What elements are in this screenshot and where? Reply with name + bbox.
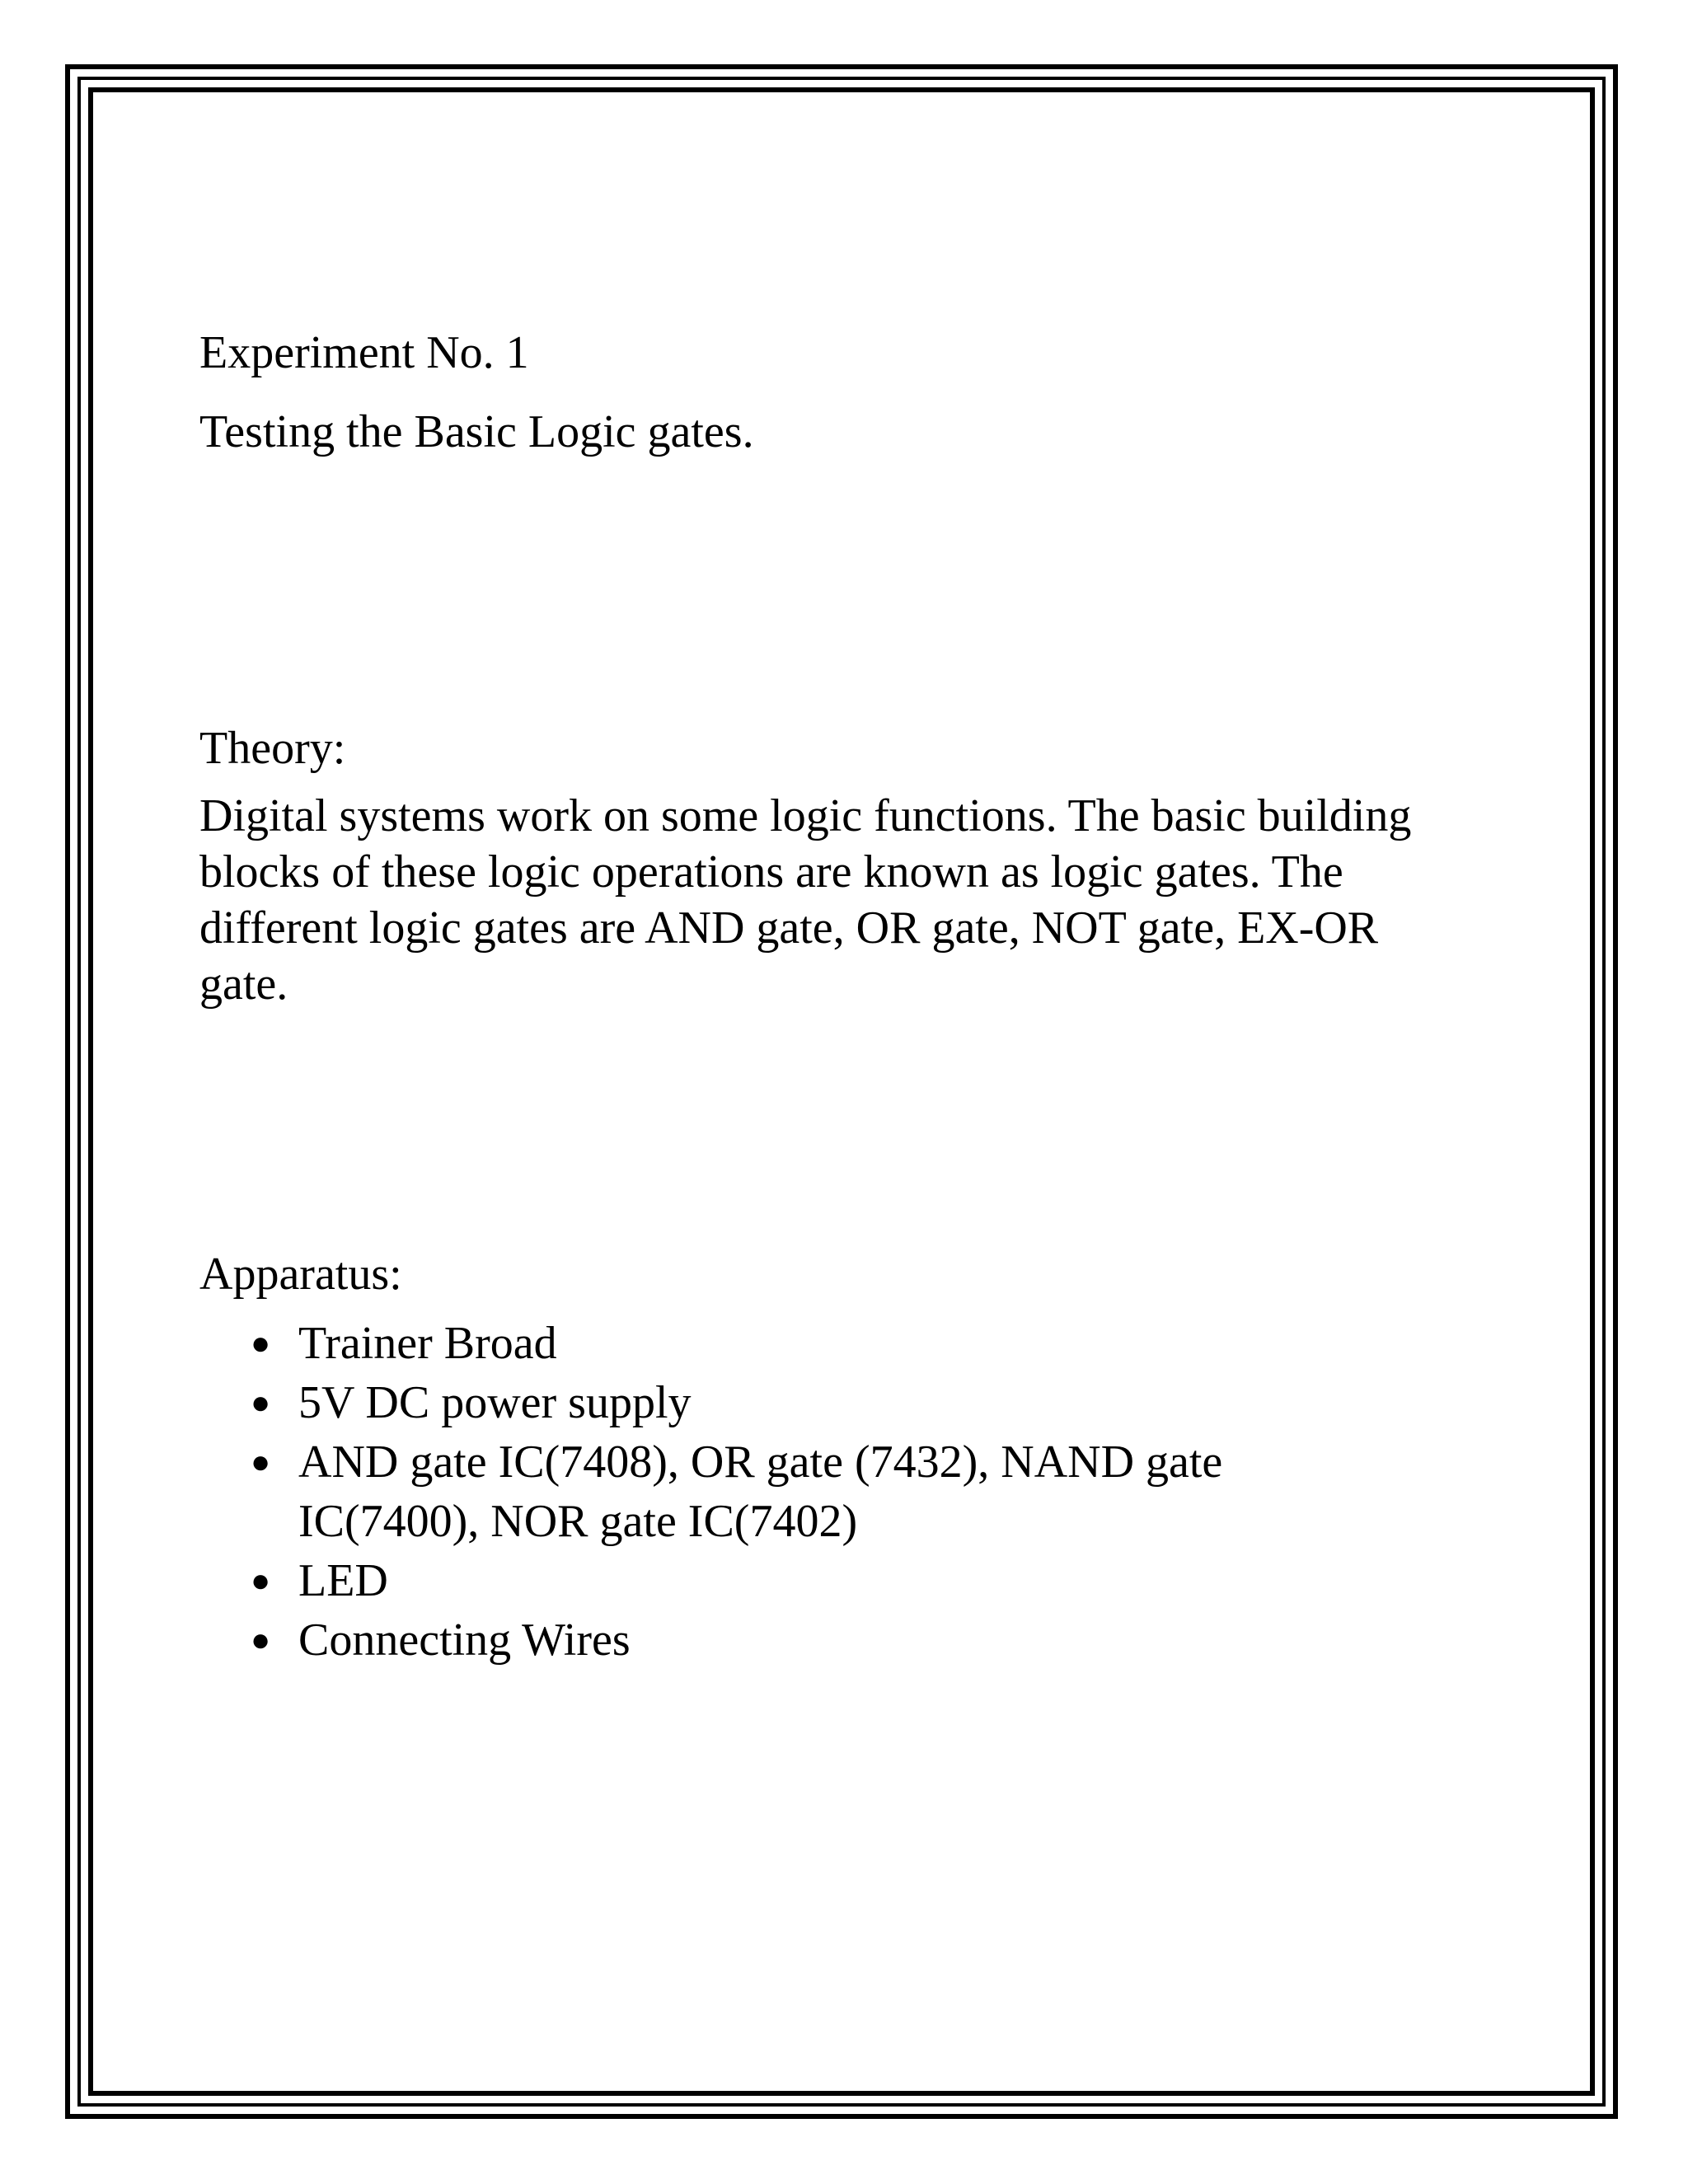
list-item: [251, 1610, 1452, 1670]
list-item-text: AND gate IC(7408), OR gate (7432), NAND gate IC(7400), NOR gate IC(7402): [298, 1436, 1223, 1547]
list-item: [251, 1432, 1452, 1551]
bullet-icon: ●: [251, 1384, 271, 1421]
list-item: [251, 1551, 1452, 1610]
theory-heading: Theory:: [199, 723, 346, 774]
list-item: [251, 1373, 1452, 1432]
list-item-text: LED: [298, 1555, 388, 1606]
bullet-icon: ●: [251, 1621, 271, 1658]
list-item: [251, 1314, 1452, 1373]
apparatus-heading: Apparatus:: [199, 1249, 402, 1300]
bullet-icon: ●: [251, 1324, 271, 1361]
bullet-icon: ●: [251, 1443, 271, 1480]
apparatus-list: [199, 1314, 1452, 1670]
theory-paragraph: Digital systems work on some logic functions. The basic building blocks of these logic operations are known as logic gates. The different logic gates are AND gate, OR gate, NOT gate, EX-OR gate.: [199, 790, 1412, 1010]
spacer: [199, 1012, 1452, 1235]
experiment-title: Testing the Basic Logic gates.: [199, 406, 754, 457]
list-item-text: 5V DC power supply: [298, 1377, 692, 1428]
spacer: [199, 471, 1452, 709]
list-item-text: Trainer Broad: [298, 1318, 557, 1369]
list-item-text: Connecting Wires: [298, 1615, 631, 1666]
experiment-number: Experiment No. 1: [199, 327, 529, 378]
document-body: [199, 313, 1452, 1670]
bullet-icon: ●: [251, 1562, 271, 1599]
